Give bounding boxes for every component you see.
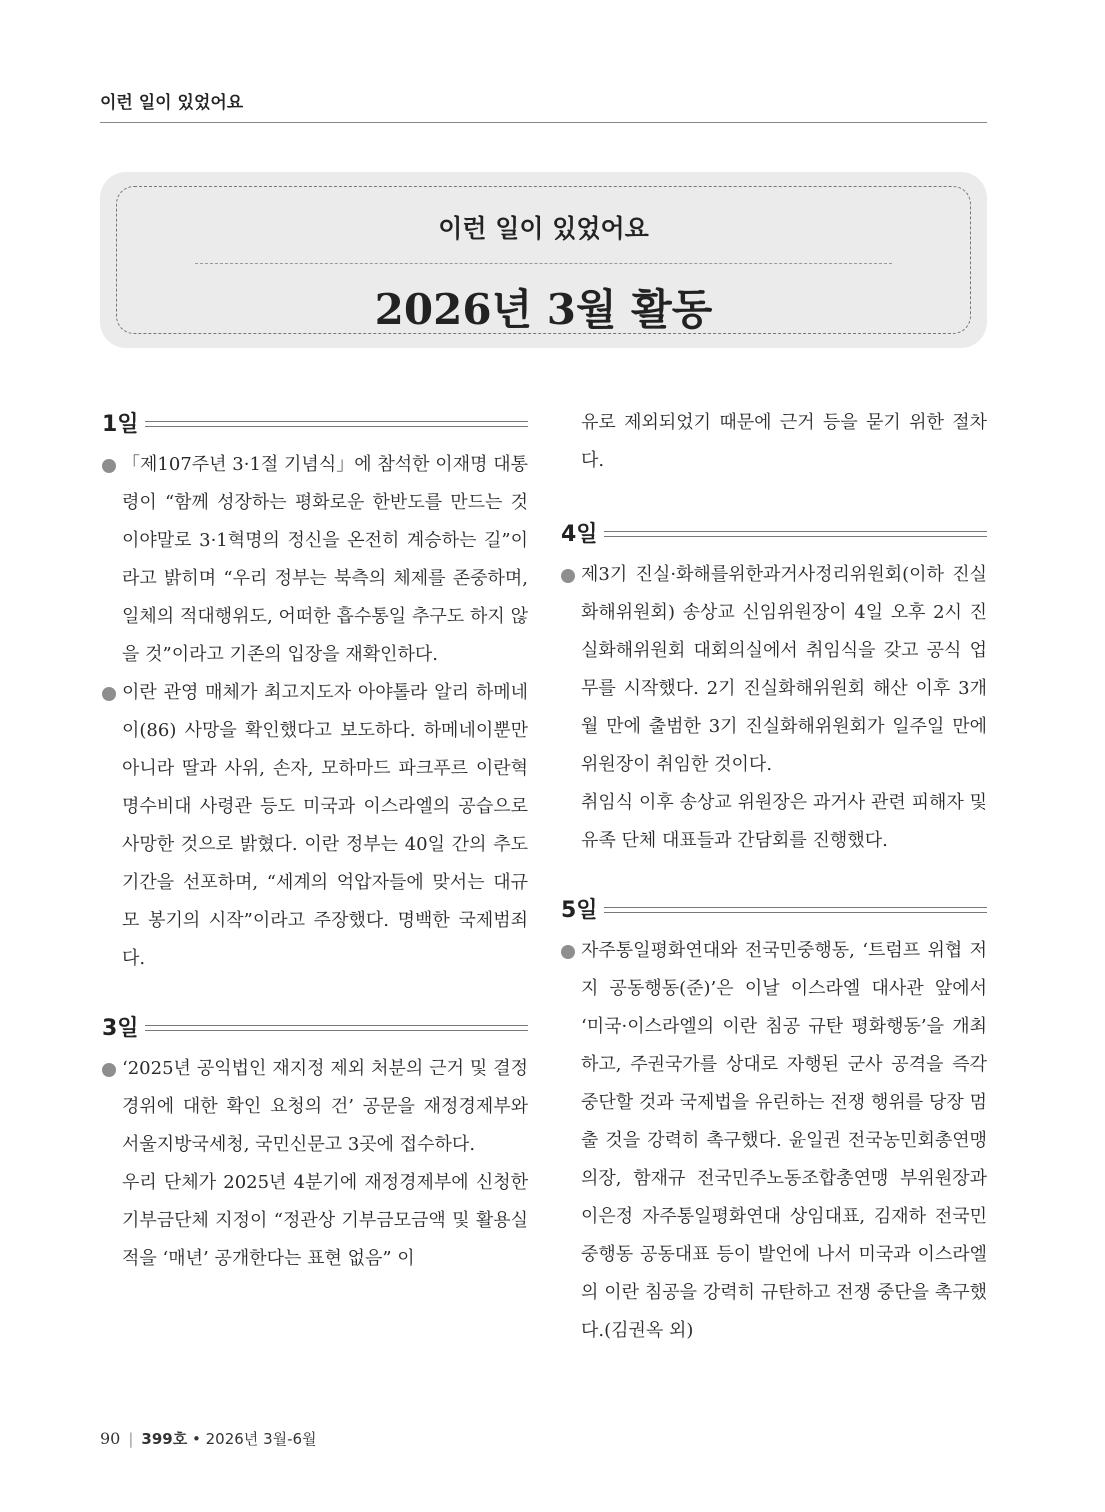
bullet-icon	[561, 569, 575, 583]
page-title: 2026년 3월 활동	[374, 285, 713, 334]
issue-period: • 2026년 3월-6월	[192, 1430, 317, 1448]
entry-text: 「제107주년 3·1절 기념식」에 참석한 이재명 대통령이 “함께 성장하는 평화로운 한반도를 만드는 것이야말로 3·1혁명의 정신을 온전히 계승하는 길”이라고 밝히며 “우리 정부는 북측의 체제를 존중하며, 일체의 적대행위도, 어떠한 흡수통일 추구도 하지 않을 것”이라고 기존의 입장을 재확인하다.	[122, 454, 528, 665]
issue-number: 399호	[141, 1430, 188, 1448]
day-rule	[145, 421, 528, 427]
title-subtitle: 이런 일이 있었어요	[438, 214, 649, 243]
page-number: 90	[100, 1429, 121, 1448]
title-box	[100, 172, 987, 348]
entry-continuation: 유로 제외되었기 때문에 근거 등을 묻기 위한 절차다.	[581, 412, 987, 471]
entry-text: 자주통일평화연대와 전국민중행동, ‘트럼프 위협 저지 공동행동(준)’은 이날 이스라엘 대사관 앞에서 ‘미국·이스라엘의 이란 침공 규탄 평화행동’을 개최하고, 주권국가를 상대로 자행된 군사 공격을 즉각 중단할 것과 국제법을 유린하는 전쟁 행위를 당장 멈출 것을 강력히 촉구했다. 윤일권 전국농민회총연맹 의장, 함재규 전국민주노동조합총연맹 부위원장과 이은정 자주통일평화연대 상임대표, 김재하 전국민중행동 공동대표 등이 발언에 나서 미국과 이스라엘의 이란 침공을 강력히 규탄하고 전쟁 중단을 촉구했다.(김권옥 외)	[581, 940, 987, 1341]
bullet-icon	[102, 459, 116, 473]
list-item	[102, 1050, 528, 1164]
day-heading-1	[102, 404, 528, 440]
section-header: 이런 일이 있었어요	[100, 88, 987, 123]
day-rule	[604, 531, 987, 537]
day-label: 3일	[102, 1015, 139, 1041]
day-rule	[604, 907, 987, 913]
left-column	[102, 404, 528, 1278]
entry-text: ‘2025년 공익법인 재지정 제외 처분의 근거 및 결정 경위에 대한 확인 요청의 건’ 공문을 재정경제부와 서울지방국세청, 국민신문고 3곳에 접수하다.	[122, 1058, 528, 1155]
page-footer	[100, 1428, 317, 1449]
list-item	[102, 446, 528, 674]
bullet-icon	[561, 945, 575, 959]
entry-continuation: 취임식 이후 송상교 위원장은 과거사 관련 피해자 및 유족 단체 대표들과 간담회를 진행했다.	[581, 792, 987, 851]
day-heading-5	[561, 890, 987, 926]
bullet-icon	[102, 1063, 116, 1077]
entry-text: 제3기 진실·화해를위한과거사정리위원회(이하 진실화해위원회) 송상교 신임위원장이 4일 오후 2시 진실화해위원회 대회의실에서 취임식을 갖고 공식 업무를 시작했다. 2기 진실화해위원회 해산 이후 3개월 만에 출범한 3기 진실화해위원회가 일주일 만에 위원장이 취임한 것이다.	[581, 564, 987, 775]
title-dashed-frame	[116, 186, 971, 334]
right-column	[561, 404, 987, 1350]
entry-text: 이란 관영 매체가 최고지도자 아야톨라 알리 하메네이(86) 사망을 확인했다고 보도하다. 하메네이뿐만 아니라 딸과 사위, 손자, 모하마드 파크푸르 이란혁명수비대 사령관 등도 미국과 이스라엘의 공습으로 사망한 것으로 밝혔다. 이란 정부는 40일 간의 추도 기간을 선포하며, “세계의 억압자들에 맞서는 대규모 봉기의 시작”이라고 주장했다. 명백한 국제범죄다.	[122, 682, 528, 969]
list-item	[561, 932, 987, 1350]
day-rule	[145, 1025, 528, 1031]
day-label: 1일	[102, 411, 139, 437]
footer-separator: |	[128, 1430, 134, 1448]
bullet-icon	[102, 687, 116, 701]
day-heading-3	[102, 1008, 528, 1044]
list-item	[561, 556, 987, 784]
day-label: 5일	[561, 897, 598, 923]
day-label: 4일	[561, 521, 598, 547]
title-divider	[195, 263, 892, 264]
day-heading-4	[561, 514, 987, 550]
list-item	[102, 674, 528, 978]
entry-continuation: 우리 단체가 2025년 4분기에 재정경제부에 신청한 기부금단체 지정이 “정관상 기부금모금액 및 활용실적을 ‘매년’ 공개한다는 표현 없음” 이	[122, 1172, 528, 1269]
